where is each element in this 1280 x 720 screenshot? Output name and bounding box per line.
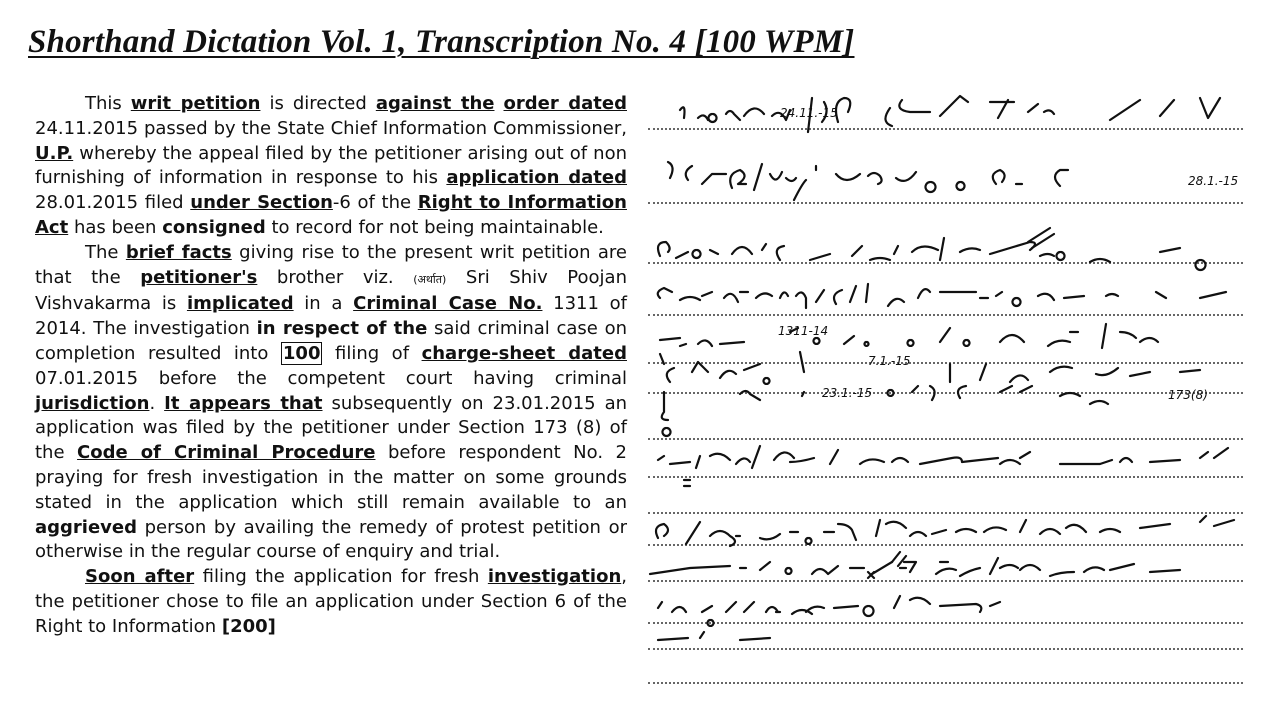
keyword: Criminal Case No. (353, 293, 543, 315)
keyword: application dated (446, 167, 627, 189)
text-run: Sri Shiv Poojan Vishvakarma is (35, 266, 627, 315)
note-date-2: 28.1.-15 (1188, 174, 1239, 188)
text-run: The (85, 241, 126, 263)
keyword: brief facts (125, 241, 232, 263)
text-run: . (149, 392, 165, 414)
keyword: implicated (186, 293, 294, 315)
note-date-4: 23.1.-15 (822, 386, 873, 400)
keyword: jurisdiction (35, 392, 150, 414)
keyword: under Section (190, 192, 333, 214)
text-run: is directed (260, 93, 376, 114)
keyword: Code of Criminal Procedure (77, 442, 376, 464)
keyword: charge-sheet dated (421, 342, 627, 364)
keyword: It appears that (164, 392, 323, 414)
text-run: 07.01.2015 before the competent court having criminal (35, 367, 627, 389)
text-run: before respondent No. 2 praying for fresh investigation in the matter on some grounds stated in the application which still remain available to an (35, 442, 628, 513)
keyword: writ petition (130, 93, 261, 114)
bold-phrase: consigned (162, 216, 266, 238)
hindi-note: (अर्थात) (413, 272, 447, 286)
text-run: -6 of the (332, 192, 418, 214)
keyword: against the (375, 93, 495, 114)
text-run: 28.01.2015 filed (35, 192, 191, 214)
word-count-marker: 100 (282, 342, 321, 364)
text-run (494, 93, 503, 114)
keyword: U.P. (35, 142, 74, 164)
paragraph-3 (35, 565, 627, 639)
bold-phrase: in respect of the (256, 318, 428, 340)
shorthand-strokes (640, 92, 1250, 712)
text-run: person by availing the remedy of protest petition or otherwise in the regular course of enquiry and trial. (35, 516, 627, 563)
keyword: petitioner's (140, 266, 258, 288)
text-run: in a (293, 293, 354, 315)
note-section: 173(8) (1168, 388, 1208, 402)
paragraph-2 (35, 241, 627, 565)
bold-phrase: [200] (221, 615, 276, 637)
text-run: to record for not being maintainable. (265, 216, 604, 238)
text-run: filing of (322, 342, 422, 364)
text-run: 24.11.2015 passed by the State Chief Information Commissioner, (35, 117, 627, 139)
bold-phrase: aggrieved (35, 516, 137, 538)
text-run: 1311 of 2014. The investigation (35, 293, 627, 340)
keyword: investigation (487, 566, 622, 588)
shorthand-panel (640, 92, 1250, 712)
text-run: whereby the appeal filed by the petitioner arising out of non furnishing of information in response to his (35, 142, 627, 189)
text-run: has been (68, 216, 163, 238)
note-date-1: 24.11.-15 (780, 106, 838, 120)
note-date-3: 7.1.-15 (868, 354, 911, 368)
keyword: Right to Information Act (35, 192, 627, 238)
paragraph-1 (35, 92, 627, 241)
text-run: filing the application for fresh (194, 566, 488, 588)
text-run: giving rise to the present writ petition are that the (35, 241, 628, 288)
text-run: brother viz. (257, 266, 414, 288)
text-run: This (85, 93, 131, 114)
text-run: said criminal case on completion resulted into (35, 318, 628, 364)
text-run: subsequently on 23.01.2015 an application was filed by the petitioner under Section 173 (8) of the (35, 392, 628, 464)
page-title: Shorthand Dictation Vol. 1, Transcription No. 4 [100 WPM] (28, 24, 855, 60)
transcription-text (35, 92, 627, 640)
note-case-number: 1311-14 (778, 324, 829, 338)
text-run: , the petitioner chose to file an application under Section 6 of the Right to Information (35, 566, 627, 637)
keyword: order dated (503, 93, 627, 114)
keyword: Soon after (85, 566, 195, 588)
